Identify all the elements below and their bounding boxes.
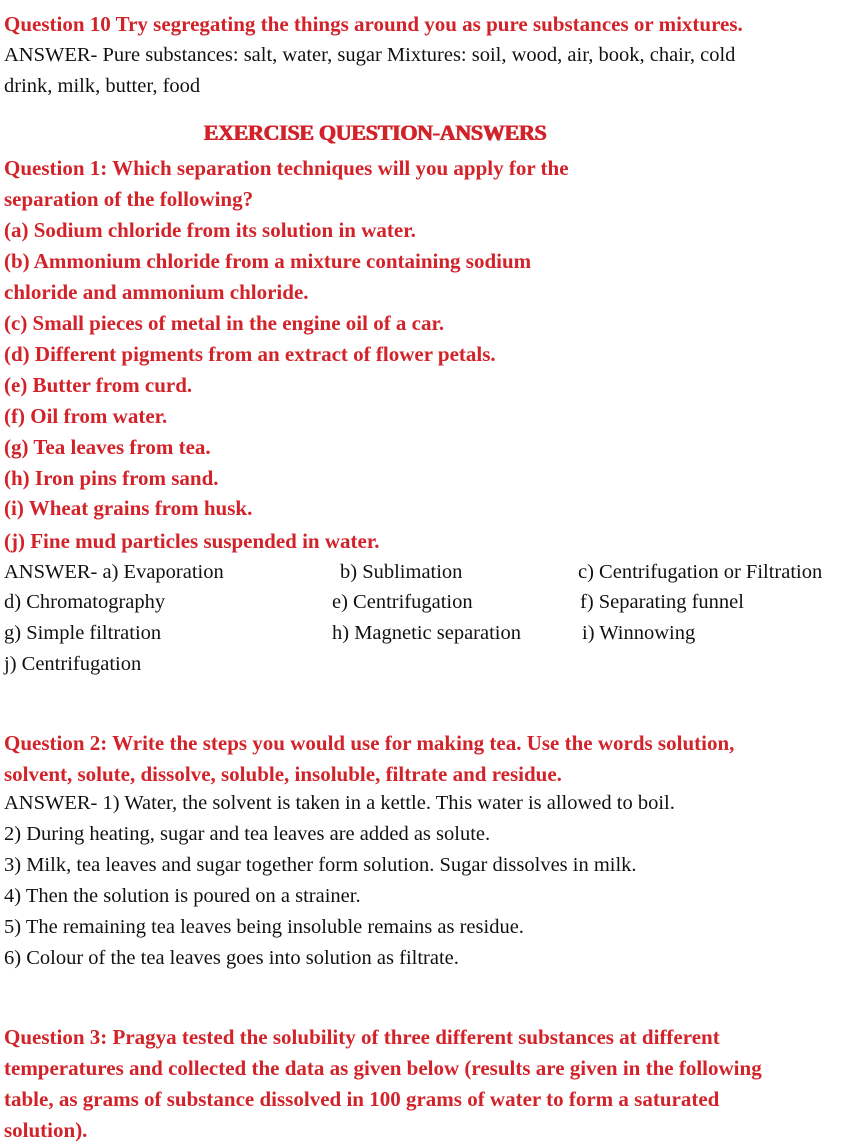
q1-line: (f) Oil from water. bbox=[4, 404, 168, 428]
q10-answer-line-2: drink, milk, butter, food bbox=[4, 75, 201, 97]
q1-line: (a) Sodium chloride from its solution in water. bbox=[4, 218, 416, 242]
q2-question-line-1: Question 2: Write the steps you would use for making tea. Use the words solution, bbox=[4, 731, 735, 755]
q1-line: (c) Small pieces of metal in the engine oil of a car. bbox=[4, 311, 445, 335]
q2-step: 3) Milk, tea leaves and sugar together form solution. Sugar dissolves in milk. bbox=[4, 854, 637, 876]
q1-answer-e: e) Centrifugation bbox=[332, 591, 473, 613]
q1-line: Question 1: Which separation techniques will you apply for the bbox=[4, 156, 569, 180]
q1-answer-c: c) Centrifugation or Filtration bbox=[578, 561, 823, 583]
q3-line: solution). bbox=[4, 1118, 88, 1142]
q2-step: 2) During heating, sugar and tea leaves are added as solute. bbox=[4, 823, 491, 845]
q1-answer-a: ANSWER- a) Evaporation bbox=[4, 561, 224, 583]
q10-answer-line-1: ANSWER- Pure substances: salt, water, sugar Mixtures: soil, wood, air, book, chair, cold bbox=[4, 44, 736, 66]
q1-line: (d) Different pigments from an extract of flower petals. bbox=[4, 342, 496, 366]
q1-answer-f: f) Separating funnel bbox=[580, 591, 744, 613]
q1-line: (g) Tea leaves from tea. bbox=[4, 435, 211, 459]
q2-step: 6) Colour of the tea leaves goes into solution as filtrate. bbox=[4, 947, 459, 969]
q1-line: (i) Wheat grains from husk. bbox=[4, 496, 253, 520]
q1-line: (j) Fine mud particles suspended in water. bbox=[4, 529, 380, 553]
q1-line: (e) Butter from curd. bbox=[4, 373, 193, 397]
q1-answer-h: h) Magnetic separation bbox=[332, 622, 521, 644]
q2-question-line-2: solvent, solute, dissolve, soluble, insoluble, filtrate and residue. bbox=[4, 762, 562, 786]
q1-line: (h) Iron pins from sand. bbox=[4, 466, 219, 490]
q1-answer-b: b) Sublimation bbox=[340, 561, 463, 583]
q1-line: (b) Ammonium chloride from a mixture containing sodium bbox=[4, 249, 532, 273]
q10-question: Question 10 Try segregating the things around you as pure substances or mixtures. bbox=[4, 12, 743, 36]
q2-step: 4) Then the solution is poured on a strainer. bbox=[4, 885, 361, 907]
q1-answer-i: i) Winnowing bbox=[582, 622, 696, 644]
section-heading: EXERCISE QUESTION-ANSWERS bbox=[203, 120, 547, 145]
q3-line: Question 3: Pragya tested the solubility of three different substances at different bbox=[4, 1025, 720, 1049]
q1-answer-j: j) Centrifugation bbox=[4, 653, 142, 675]
q1-line: separation of the following? bbox=[4, 187, 254, 211]
q1-answer-g: g) Simple filtration bbox=[4, 622, 162, 644]
q1-line: chloride and ammonium chloride. bbox=[4, 280, 309, 304]
q2-step: ANSWER- 1) Water, the solvent is taken in a kettle. This water is allowed to boil. bbox=[4, 792, 675, 814]
q2-step: 5) The remaining tea leaves being insoluble remains as residue. bbox=[4, 916, 524, 938]
q3-line: temperatures and collected the data as given below (results are given in the following bbox=[4, 1056, 762, 1080]
q1-answer-d: d) Chromatography bbox=[4, 591, 166, 613]
q3-line: table, as grams of substance dissolved in 100 grams of water to form a saturated bbox=[4, 1087, 720, 1111]
